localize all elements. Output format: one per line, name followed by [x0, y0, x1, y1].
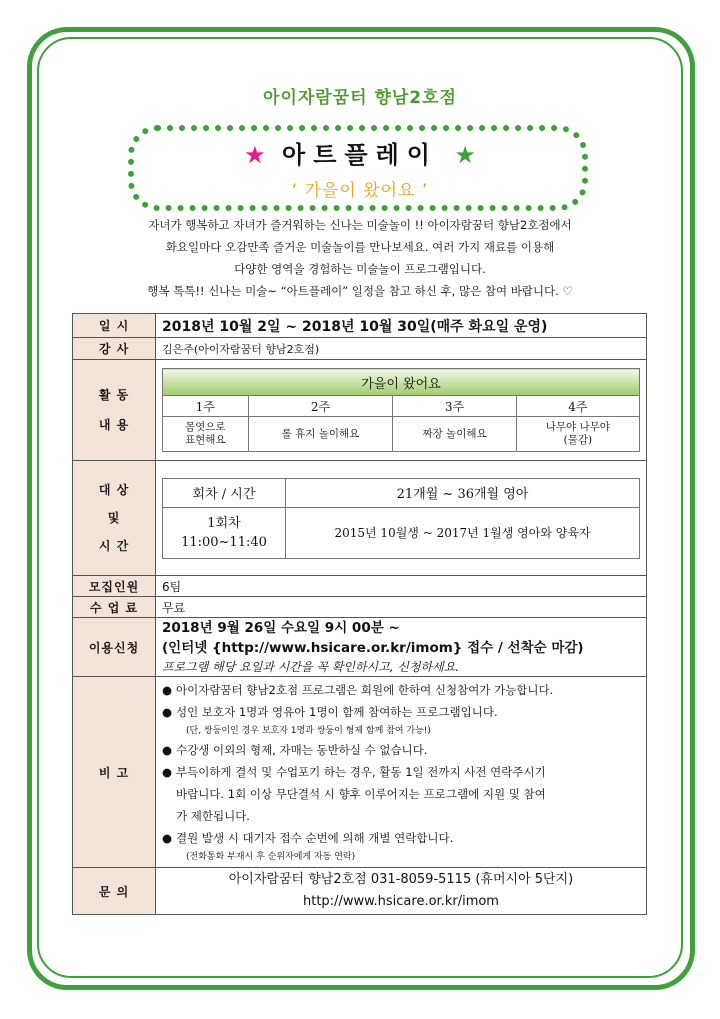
week-activity: 롤 휴지 놀이해요: [248, 417, 393, 452]
bullet-icon: ●: [162, 743, 173, 757]
apply-method: (인터넷 {http://www.hsicare.or.kr/imom} 접수 / 선착순 마감): [162, 640, 584, 656]
bullet-icon: ●: [162, 831, 173, 845]
remark-text: 아이자람꿈터 향남2호점 프로그램은 회원에 한하여 신청참여가 가능합니다.: [176, 683, 554, 697]
target-label-line: 대 상: [98, 483, 130, 497]
session-header: 회차 / 시간: [163, 478, 286, 507]
week-activity: 나무야 나무야 (물감): [516, 417, 639, 452]
week-activity: 몸엿으로 표현해요: [163, 417, 249, 452]
program-subtitle: ‘ 가을이 왔어요 ’: [291, 181, 429, 201]
contact-row: [73, 868, 647, 915]
pink-star-icon: ★: [244, 141, 266, 169]
remark-item: [162, 827, 640, 849]
remark-subnote: [162, 849, 640, 865]
target-label: [73, 461, 156, 576]
info-table: [72, 313, 647, 915]
teacher-row: [73, 338, 647, 360]
remarks-cell: [156, 677, 647, 868]
remark-text: 수강생 이외의 형제, 자매는 동반하실 수 없습니다.: [176, 743, 428, 757]
intro-line: 화요일마다 오감만족 즐거운 미술놀이를 만나보세요. 여러 가지 재료를 이용해: [165, 240, 555, 254]
week-header: 4주: [516, 396, 639, 417]
remark-text: 바랍니다. 1회 이상 무단결석 시 향후 이루어지는 프로그램에 지원 및 참여: [176, 787, 546, 801]
green-star-icon: ★: [454, 141, 476, 169]
schedule-value: 2018년 10월 2일 ~ 2018년 10월 30일(매주 화요일 운영): [156, 314, 647, 338]
apply-date: 2018년 9월 26일 수요일 9시 00분 ~: [162, 620, 400, 636]
target-label-line: 시 간: [98, 539, 130, 553]
week-header: 3주: [393, 396, 516, 417]
activity-label-line: 내 용: [98, 418, 130, 432]
recruit-label: 모집인원: [73, 576, 156, 597]
fee-row: [73, 597, 647, 618]
schedule-label: 일 시: [73, 314, 156, 338]
remark-text: (단, 쌍둥이인 경우 보호자 1명과 쌍둥이 형제 함께 참여 가능!): [186, 726, 431, 736]
bullet-icon: ●: [162, 683, 173, 697]
remarks-label: 비 고: [73, 677, 156, 868]
fee-label: 수 업 료: [73, 597, 156, 618]
store-title: 아이자람꿈터 향남2호점: [263, 88, 457, 108]
contact-url[interactable]: http://www.hsicare.or.kr/imom: [303, 894, 499, 909]
activity-label-line: 활 동: [98, 388, 130, 402]
apply-note: 프로그램 해당 요일과 시간을 꼭 확인하시고, 신청하세요.: [162, 660, 460, 674]
session-time: 1회차 11:00~11:40: [163, 507, 286, 558]
activity-label: [73, 360, 156, 461]
fee-value: 무료: [156, 597, 647, 618]
activity-row: [73, 360, 647, 461]
remark-item: [162, 679, 640, 701]
bullet-icon: ●: [162, 765, 173, 779]
intro-line: 행복 톡톡!! 신나는 미술~ “아트플레이” 일정을 참고 하신 후, 많은 참여 바랍니다. ♡: [147, 284, 573, 298]
week-header: 1주: [163, 396, 249, 417]
target-cell: [156, 461, 647, 576]
teacher-label: 강 사: [73, 338, 156, 360]
activity-table: [162, 368, 640, 452]
teacher-value: 김은주(아이자람꿈터 향남2호점): [156, 338, 647, 360]
contact-label: 문 의: [73, 868, 156, 915]
remark-item: [162, 739, 640, 761]
remark-text: 결원 발생 시 대기자 접수 순번에 의해 개별 연락합니다.: [176, 831, 454, 845]
intro-line: 자녀가 행복하고 자녀가 즐거워하는 신나는 미술놀이 !! 아이자람꿈터 향남2호점에서: [148, 218, 572, 232]
remarks-list: [162, 679, 640, 865]
activity-cell: [156, 360, 647, 461]
target-label-line: 및: [107, 511, 121, 525]
remark-text: 가 제한됩니다.: [176, 809, 250, 823]
remark-item: [162, 761, 640, 783]
age-header: 21개월 ~ 36개월 영아: [286, 478, 640, 507]
remark-item: [162, 783, 640, 805]
apply-row: [73, 618, 647, 677]
remarks-row: [73, 677, 647, 868]
intro-line: 다양한 영역을 경험하는 미술놀이 프로그램입니다.: [234, 262, 486, 276]
apply-cell: [156, 618, 647, 677]
recruit-row: [73, 576, 647, 597]
remark-item: [162, 701, 640, 723]
contact-cell: [156, 868, 647, 915]
target-table: [162, 478, 640, 559]
intro-text: [80, 214, 640, 302]
program-name: 아트플레이: [282, 141, 438, 169]
activity-theme: 가을이 왔어요: [163, 369, 640, 396]
bullet-icon: ●: [162, 705, 173, 719]
contact-phone: 아이자람꿈터 향남2호점 031-8059-5115 (휴머시아 5단지): [228, 872, 574, 887]
week-header: 2주: [248, 396, 393, 417]
remark-text: 성인 보호자 1명과 영유아 1명이 함께 참여하는 프로그램입니다.: [176, 705, 498, 719]
schedule-row: [73, 314, 647, 338]
remark-subnote: [162, 723, 640, 739]
recruit-value: 6팀: [156, 576, 647, 597]
remark-text: (전화통화 부재시 후 순위자에게 자동 연락): [186, 852, 356, 862]
week-activity: 짜장 놀이해요: [393, 417, 516, 452]
remark-text: 부득이하게 결석 및 수업포기 하는 경우, 활동 1일 전까지 사전 연락주시기: [176, 765, 546, 779]
eligibility: 2015년 10월생 ~ 2017년 1월생 영아와 양육자: [286, 507, 640, 558]
apply-label: 이용신청: [73, 618, 156, 677]
target-row: [73, 461, 647, 576]
remark-item: [162, 805, 640, 827]
program-title: [0, 135, 720, 170]
